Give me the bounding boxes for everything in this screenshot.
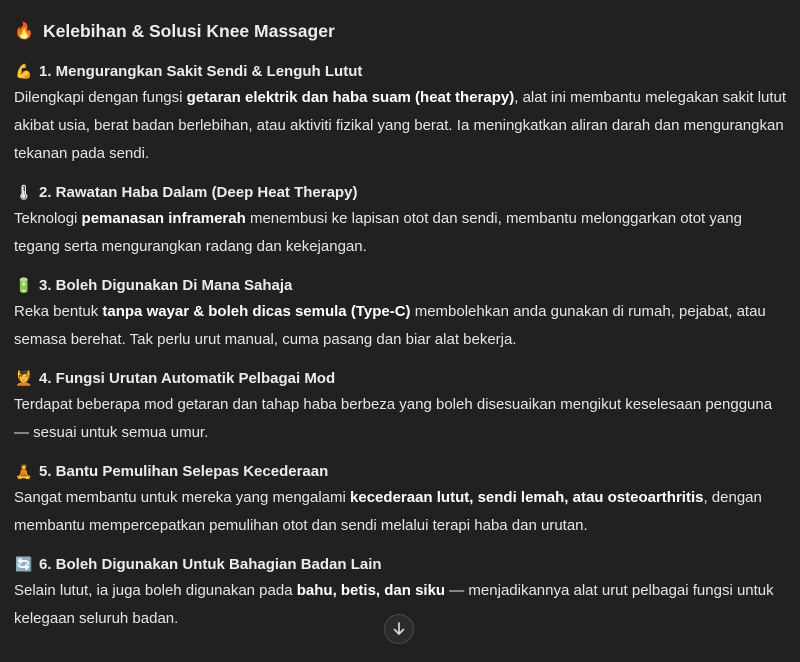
section-title-text: 6. Boleh Digunakan Untuk Bahagian Badan Lain <box>39 556 382 573</box>
body-bold-text: getaran elektrik dan haba suam (heat therapy) <box>186 89 515 106</box>
body-bold-text: bahu, betis, dan siku <box>296 582 446 599</box>
section-body <box>14 84 790 168</box>
body-text: membolehkan anda gunakan di rumah, pejabat, atau semasa berehat. Tak perlu urut manual, cuma pasang dan biar alat bekerja. <box>14 303 766 348</box>
benefit-section <box>14 181 790 261</box>
body-text: Dilengkapi dengan fungsi <box>14 89 187 106</box>
section-title <box>14 60 790 84</box>
section-title <box>14 367 790 391</box>
body-text: Reka bentuk <box>14 303 103 320</box>
section-body <box>14 484 790 540</box>
body-bold-text: pemanasan inframerah <box>81 210 246 227</box>
arrow-down-icon <box>391 621 407 637</box>
page-heading <box>14 18 790 44</box>
body-text: Selain lutut, ia juga boleh digunakan pada <box>14 582 297 599</box>
benefit-section <box>14 60 790 168</box>
body-text: , alat ini membantu melegakan sakit lutut akibat usia, berat badan berlebihan, atau aktiviti fizikal yang berat. Ia meningkatkan aliran darah dan mengurangkan tekanan pada sendi. <box>14 89 787 162</box>
section-title-text: 5. Bantu Pemulihan Selepas Kecederaan <box>39 463 329 480</box>
person-meditating-icon: 🧘 <box>15 464 33 480</box>
section-body <box>14 391 790 447</box>
fire-icon: 🔥 <box>14 21 34 40</box>
section-body <box>14 205 790 261</box>
heading-text: Kelebihan & Solusi Knee Massager <box>43 21 335 41</box>
person-getting-massage-icon: 💆 <box>15 371 33 387</box>
section-title-text: 1. Mengurangkan Sakit Sendi & Lenguh Lutut <box>39 63 363 80</box>
body-bold-text: kecederaan lutut, sendi lemah, atau osteoarthritis <box>350 489 704 506</box>
section-title-text: 3. Boleh Digunakan Di Mana Sahaja <box>39 277 293 294</box>
benefit-section <box>14 274 790 354</box>
thermometer-icon: 🌡 <box>15 185 33 201</box>
section-body <box>14 298 790 354</box>
section-title <box>14 460 790 484</box>
section-title <box>14 274 790 298</box>
message-content <box>14 18 790 646</box>
refresh-arrows-icon: 🔄 <box>15 557 33 573</box>
battery-icon: 🔋 <box>15 278 33 294</box>
body-text: , dengan membantu mempercepatkan pemulihan otot dan sendi melalui terapi haba dan urutan. <box>14 489 762 534</box>
body-text: menembusi ke lapisan otot dan sendi, membantu melonggarkan otot yang tegang serta mengurangkan radang dan kekejangan. <box>14 210 742 255</box>
body-text: Teknologi <box>14 210 82 227</box>
section-title <box>14 553 790 577</box>
body-bold-text: tanpa wayar & boleh dicas semula (Type-C) <box>102 303 411 320</box>
benefit-section <box>14 367 790 447</box>
body-text: — menjadikannya alat urut pelbagai fungsi untuk kelegaan seluruh badan. <box>14 582 774 627</box>
flexed-biceps-icon: 💪 <box>15 64 33 80</box>
scroll-to-bottom-button[interactable] <box>384 614 414 644</box>
section-title-text: 4. Fungsi Urutan Automatik Pelbagai Mod <box>39 370 336 387</box>
body-text: Sangat membantu untuk mereka yang mengalami <box>14 489 351 506</box>
section-title <box>14 181 790 205</box>
benefit-sections <box>14 60 790 633</box>
section-title-text: 2. Rawatan Haba Dalam (Deep Heat Therapy) <box>39 184 358 201</box>
benefit-section <box>14 460 790 540</box>
body-text: Terdapat beberapa mod getaran dan tahap haba berbeza yang boleh disesuaikan mengikut keselesaan pengguna — sesuai untuk semua umur. <box>14 396 773 441</box>
